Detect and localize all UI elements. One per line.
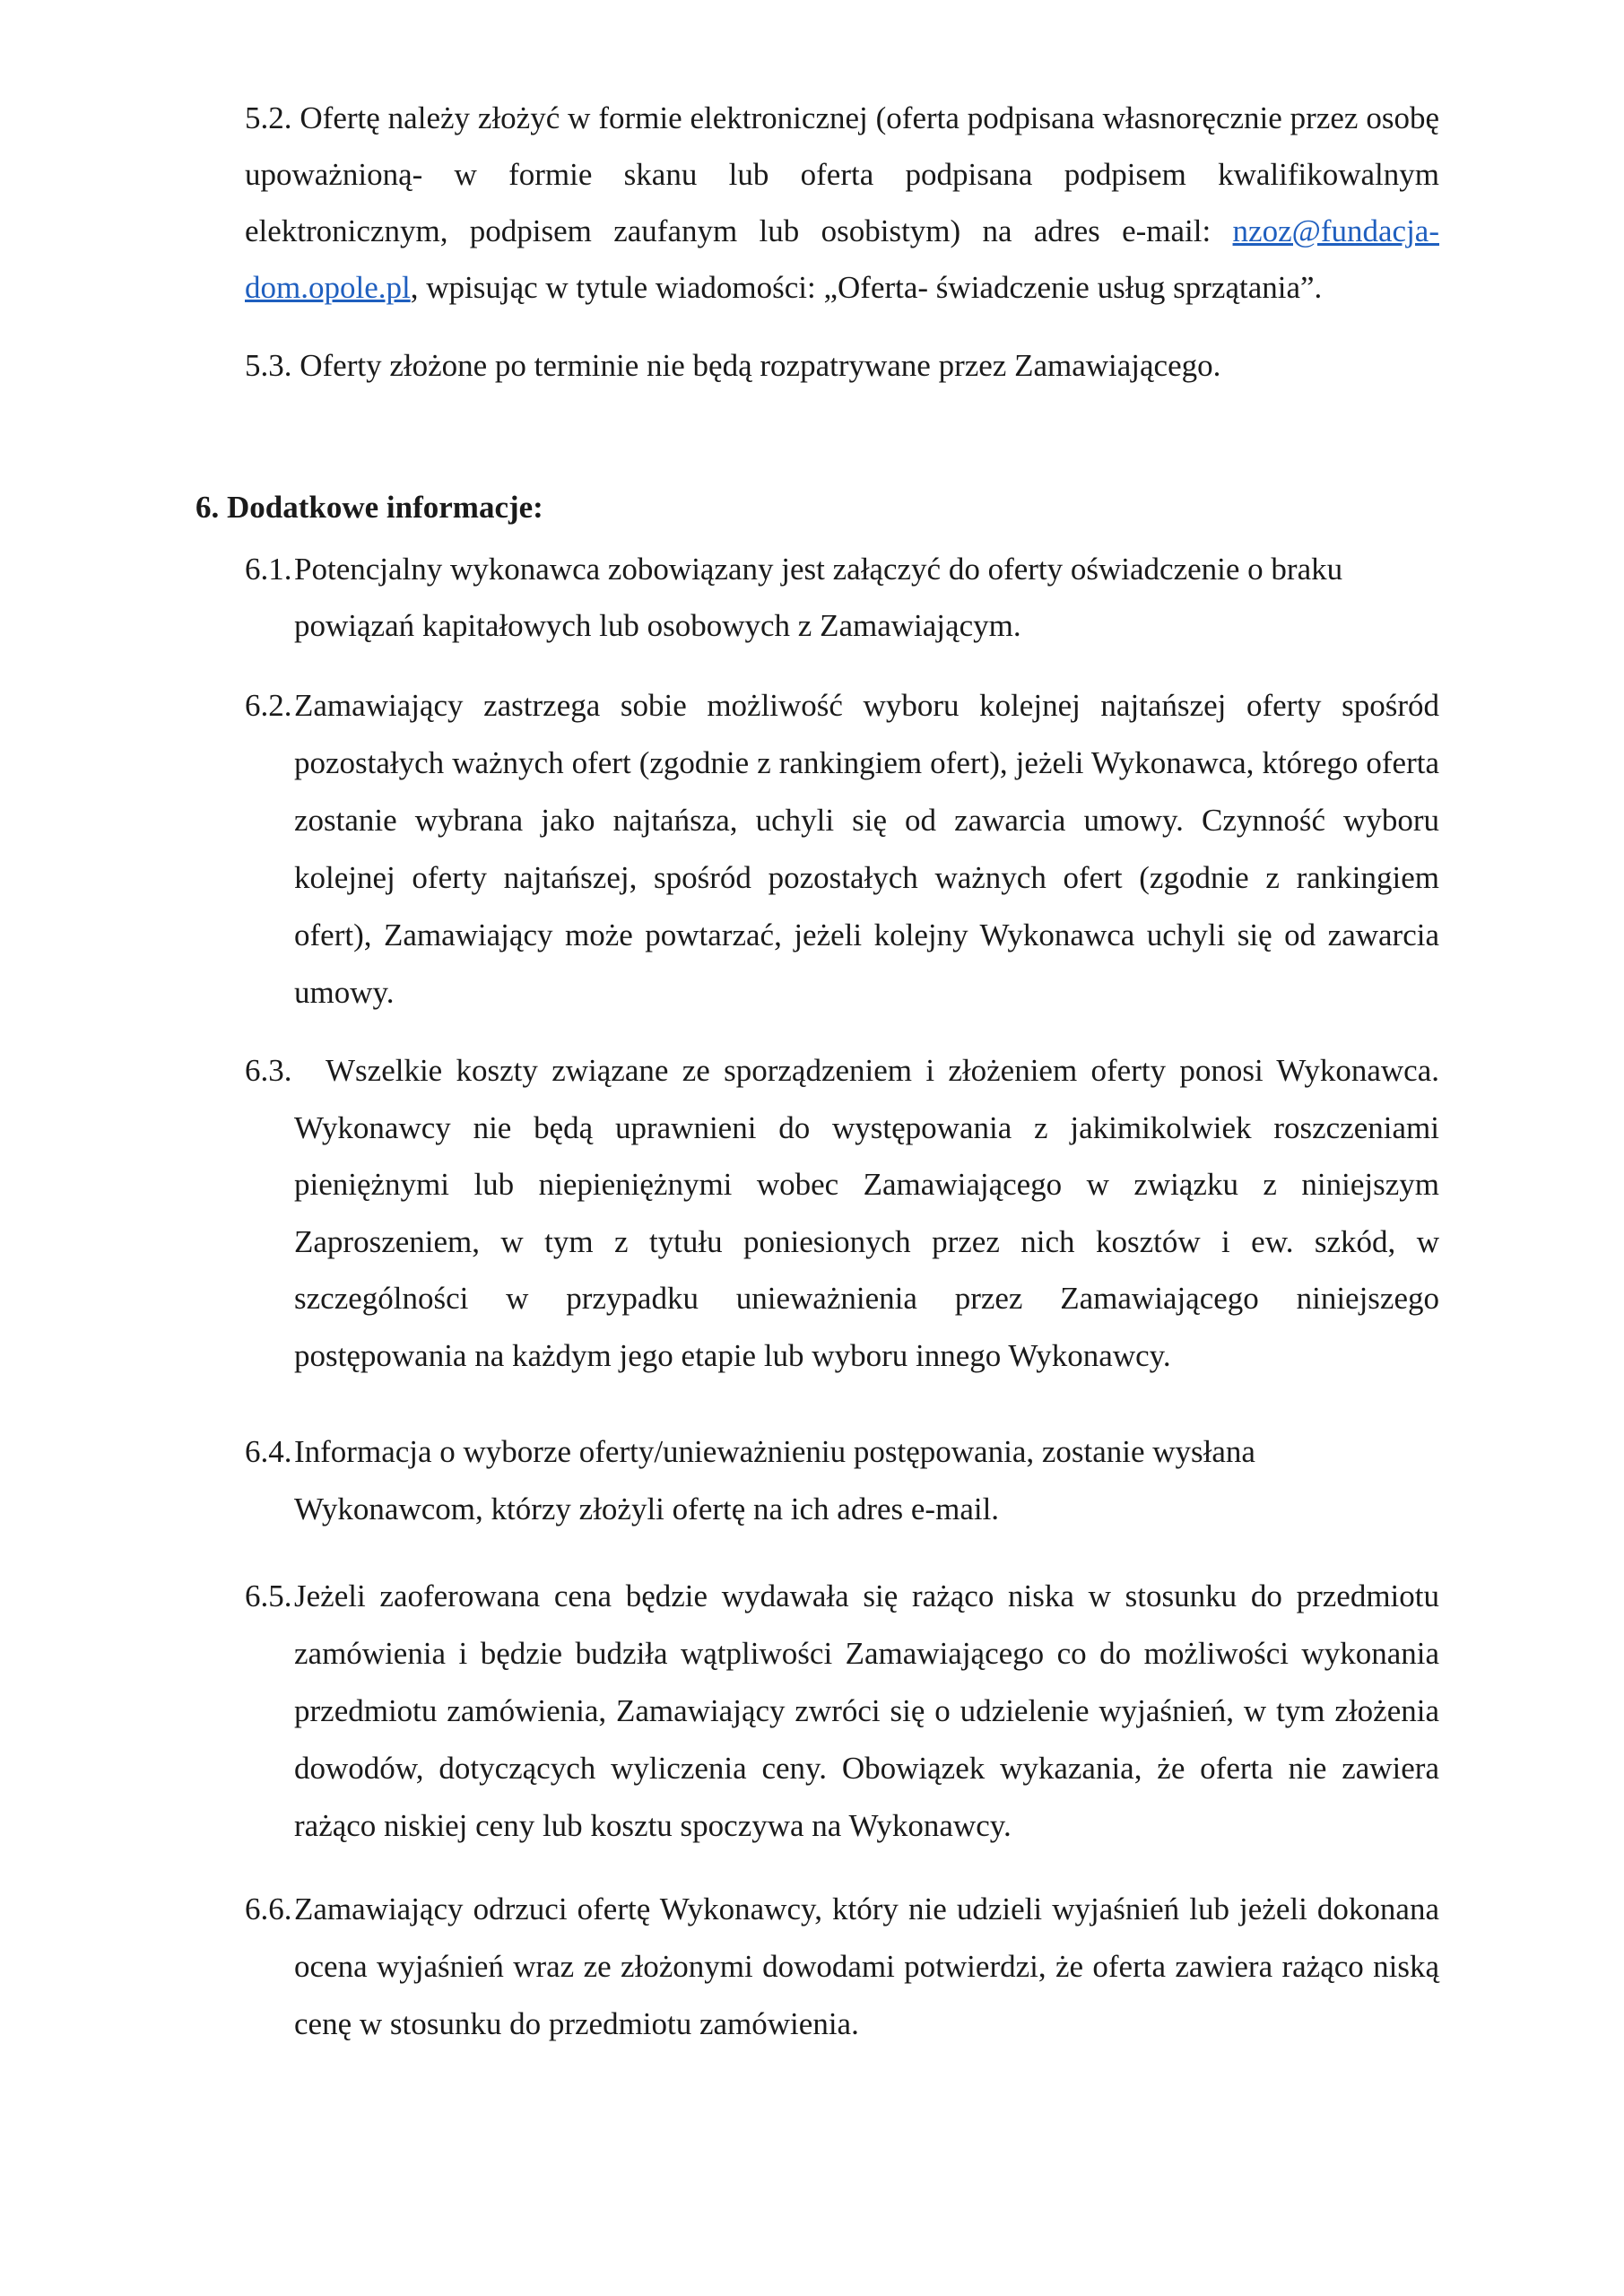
list-item-6-6 [245, 1881, 1439, 2053]
list-item-6-5 [245, 1568, 1439, 1855]
list-item-6-2 [245, 677, 1439, 1022]
item-number: 6.4. [245, 1434, 292, 1469]
email-link[interactable]: nzoz@fundacja-dom.opole.pl [245, 213, 1439, 305]
item-number: 6.3. [245, 1053, 292, 1088]
paragraph-5-2-text-a: 5.2. Ofertę należy złożyć w formie elektronicznej (oferta podpisana własnoręcznie przez osobę upoważnioną- w formie skanu lub oferta podpisana podpisem kwalifikowalnym elektronicznym, podpisem zaufanym lub osobistym) na adres e-mail: [245, 100, 1439, 248]
item-number: 6.5. [245, 1578, 292, 1613]
item-text: Informacja o wyborze oferty/unieważnieniu postępowania, zostanie wysłana Wykonawcom, którzy złożyli ofertę na ich adres e-mail. [294, 1434, 1255, 1526]
item-text: Zamawiający odrzuci ofertę Wykonawcy, który nie udzieli wyjaśnień lub jeżeli dokonana ocena wyjaśnień wraz ze złożonymi dowodami potwierdzi, że oferta zawiera rażąco niską cenę w stosunku do przedmiotu zamówienia. [294, 1892, 1439, 2041]
item-text: Potencjalny wykonawca zobowiązany jest załączyć do oferty oświadczenie o braku powiązań kapitałowych lub osobowych z Zamawiającym. [294, 552, 1343, 643]
item-number: 6.6. [245, 1892, 292, 1926]
item-text: Jeżeli zaoferowana cena będzie wydawała się rażąco niska w stosunku do przedmiotu zamówienia i będzie budziła wątpliwości Zamawiającego co do możliwości wykonania przedmiotu zamówienia, Zamawiający zwróci się o udzielenie wyjaśnień, w tym złożenia dowodów, dotyczących wyliczenia ceny. Obowiązek wykazania, że oferta nie zawiera rażąco niskiej ceny lub kosztu spoczywa na Wykonawcy. [294, 1578, 1439, 1843]
list-item-6-1 [245, 541, 1439, 654]
item-text: Zamawiający zastrzega sobie możliwość wyboru kolejnej najtańszej oferty spośród pozostałych ważnych ofert (zgodnie z rankingiem ofert), jeżeli Wykonawca, którego oferta zostanie wybrana jako najtańsza, uchyli się od zawarcia umowy. Czynność wyboru kolejnej oferty najtańszej, spośród pozostałych ważnych ofert (zgodnie z rankingiem ofert), Zamawiający może powtarzać, jeżeli kolejny Wykonawca uchyli się od zawarcia umowy. [294, 688, 1439, 1010]
item-number: 6.2. [245, 688, 292, 723]
paragraph-5-3: 5.3. Oferty złożone po terminie nie będą rozpatrywane przez Zamawiającego. [245, 348, 1221, 383]
item-number: 6.1. [245, 552, 292, 587]
item-text: Wszelkie koszty związane ze sporządzeniem i złożeniem oferty ponosi Wykonawca. Wykonawcy nie będą uprawnieni do występowania z jakimikolwiek roszczeniami pieniężnymi lub niepieniężnymi wobec Zamawiającego w związku z niniejszym Zaproszeniem, w tym z tytułu poniesionych przez nich kosztów i ew. szkód, w szczególności w przypadku unieważnienia przez Zamawiającego niniejszego postępowania na każdym jego etapie lub wyboru innego Wykonawcy. [294, 1053, 1439, 1373]
paragraph-5-2-text-b: , wpisując w tytule wiadomości: „Oferta- świadczenie usług sprzątania”. [410, 270, 1323, 305]
list-item-6-3 [245, 1042, 1439, 1384]
list-item-6-4 [245, 1423, 1439, 1538]
section-6-heading: 6. Dodatkowe informacje: [195, 490, 543, 525]
paragraph-5-2 [245, 90, 1439, 316]
